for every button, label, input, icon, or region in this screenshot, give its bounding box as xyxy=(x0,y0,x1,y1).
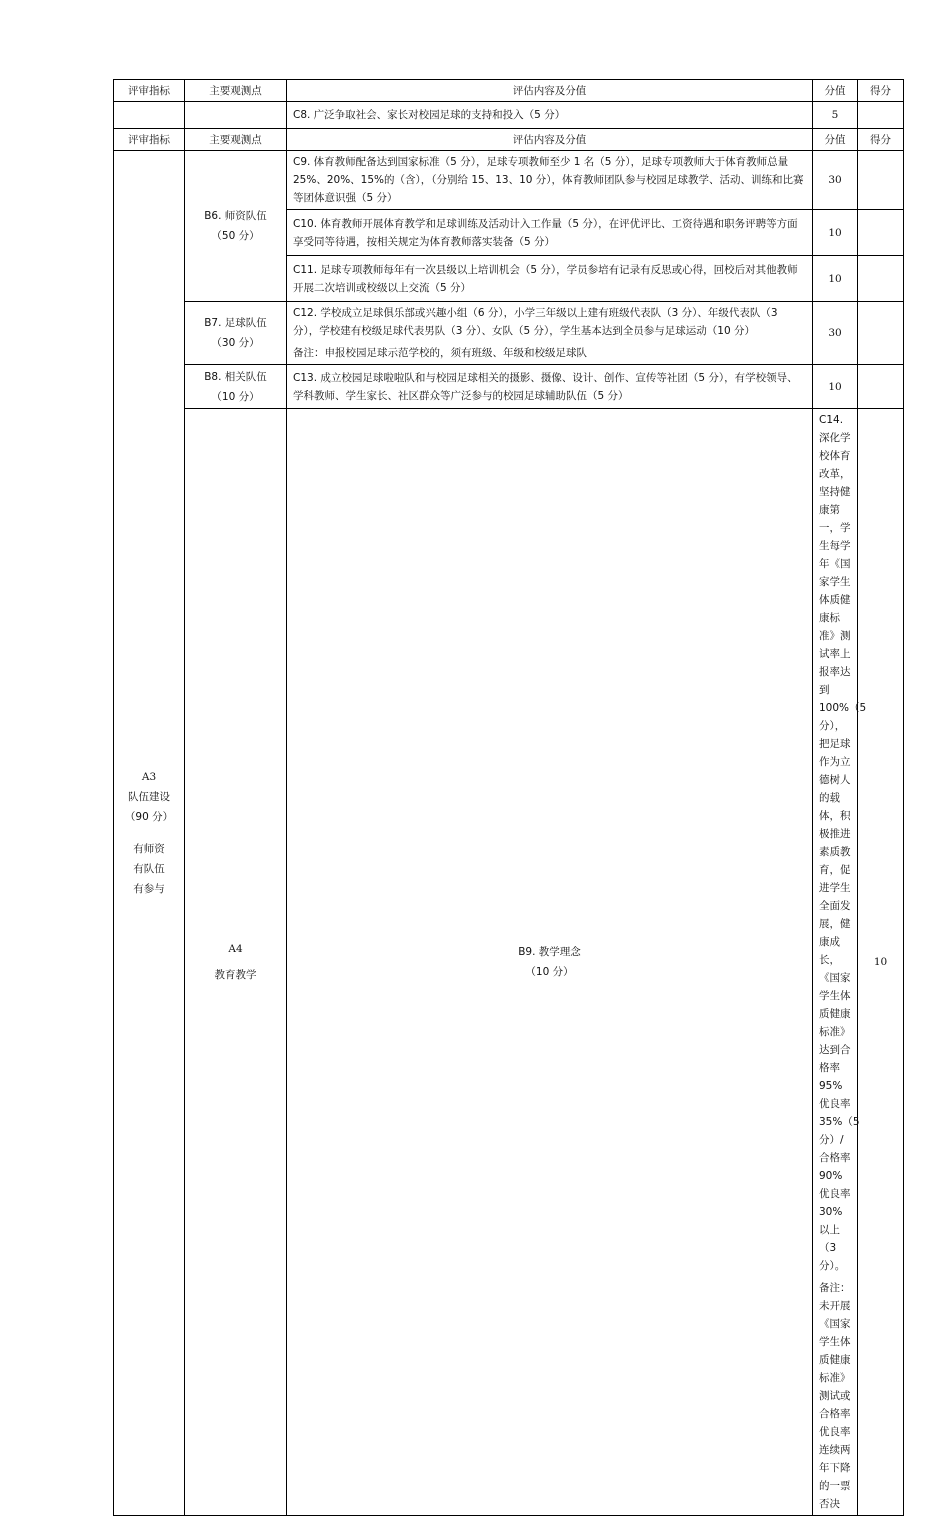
a4-code: A4 xyxy=(228,943,243,955)
c11-got xyxy=(858,256,904,302)
header-indicator: 评审指标 xyxy=(114,129,185,151)
c14-content: C14. 深化学校体育改革，坚持健康第一，学生每学年《国家学生体质健康标准》测试率上报率达到 100%（5 分），把足球作为立德树人的载体，积极推进素质教育，促进学生全面发展，健康成长，《国家学生体质健康标准》达到合格率 95%优良率 35%（5 分）/合格率 90%优良率 30%以上（3 分）。 xyxy=(819,414,867,1272)
b6-points: （50 分） xyxy=(211,230,260,242)
c10-got xyxy=(858,210,904,256)
header-content: 评估内容及分值 xyxy=(287,80,813,102)
c13-score: 10 xyxy=(813,365,858,409)
c14-note: 备注：未开展《国家学生体质健康标准》测试或合格率优良率连续两年下降的一票否决 xyxy=(819,1282,851,1510)
c12-cell xyxy=(287,302,813,365)
table-row-c13 xyxy=(114,365,904,409)
table-row-c8 xyxy=(114,102,904,129)
header-observation-point: 主要观测点 xyxy=(185,129,287,151)
b7-points: （30 分） xyxy=(211,337,260,349)
c10-content: C10. 体育教师开展体育教学和足球训练及活动计入工作量（5 分），在评优评比、工资待遇和职务评聘等方面享受同等待遇，按相关规定为体育教师落实装备（5 分） xyxy=(287,210,813,256)
observation-b7 xyxy=(185,302,287,365)
header-score-got: 得分 xyxy=(858,80,904,102)
table-row-c12 xyxy=(114,302,904,365)
b7-name: B7. 足球队伍 xyxy=(204,317,267,329)
b8-name: B8. 相关队伍 xyxy=(204,370,267,383)
table-row-c14 xyxy=(114,409,904,1516)
a3-tag-teams: 有队伍 xyxy=(133,863,165,875)
c10-score: 10 xyxy=(813,210,858,256)
table-row-c9 xyxy=(114,151,904,210)
header-row-repeat xyxy=(114,129,904,151)
c9-content: C9. 体育教师配备达到国家标准（5 分），足球专项教师至少 1 名（5 分），足球专项教师大于体育教师总量 25%、20%、15%的（含），（分别给 15、13、10 分），体育教师团队参与校园足球教学、活动、训练和比赛等团体意识强（5 分） xyxy=(287,151,813,210)
c8-content: C8. 广泛争取社会、家长对校园足球的支持和投入（5 分） xyxy=(287,102,813,129)
a3-tag-teachers: 有师资 xyxy=(133,843,165,855)
c13-content: C13. 成立校园足球啦啦队和与校园足球相关的摄影、摄像、设计、创作、宣传等社团（5 分），有学校领导、学科教师、学生家长、社区群众等广泛参与的校园足球辅助队伍（5 分） xyxy=(287,365,813,409)
c14-cell xyxy=(813,409,867,1516)
c9-got xyxy=(858,151,904,210)
b6-name: B6. 师资队伍 xyxy=(204,210,267,222)
c13-got xyxy=(858,365,904,409)
observation-b9 xyxy=(287,409,813,1516)
a3-points: （90 分） xyxy=(124,811,174,823)
indicator-cell-empty xyxy=(114,102,185,129)
c8-score: 5 xyxy=(813,102,858,129)
a3-name: 队伍建设 xyxy=(128,791,170,803)
c12-score: 30 xyxy=(813,302,858,365)
header-observation-point: 主要观测点 xyxy=(185,80,287,102)
c12-got xyxy=(858,302,904,365)
observation-cell-empty xyxy=(185,102,287,129)
header-score-got: 得分 xyxy=(858,129,904,151)
indicator-a4 xyxy=(185,409,287,1516)
b9-points: （10 分） xyxy=(525,966,574,978)
header-score-value: 分值 xyxy=(813,129,858,151)
b8-points: （10 分） xyxy=(211,390,260,403)
a3-tag-participation: 有参与 xyxy=(133,883,165,895)
observation-b8 xyxy=(185,365,287,409)
b9-name: B9. 教学理念 xyxy=(518,946,581,958)
a3-code: A3 xyxy=(141,771,157,783)
c12-note: 备注：申报校园足球示范学校的，须有班级、年级和校级足球队 xyxy=(293,347,587,359)
observation-b6 xyxy=(185,151,287,302)
c12-content: C12. 学校成立足球俱乐部或兴趣小组（6 分），小学三年级以上建有班级代表队（3 分）、年级代表队（3 分），学校建有校级足球代表男队（3 分）、女队（5 分），学生基本达到全员参与足球运动（10 分） xyxy=(293,307,778,337)
a4-name: 教育教学 xyxy=(214,969,257,981)
evaluation-table xyxy=(113,79,904,1516)
c8-got xyxy=(858,102,904,129)
c11-content: C11. 足球专项教师每年有一次县级以上培训机会（5 分），学员参培有记录有反思或心得，回校后对其他教师开展二次培训或校级以上交流（5 分） xyxy=(287,256,813,302)
header-content: 评估内容及分值 xyxy=(287,129,813,151)
c9-score: 30 xyxy=(813,151,858,210)
c14-score: 10 xyxy=(858,409,904,1516)
header-indicator: 评审指标 xyxy=(114,80,185,102)
c11-score: 10 xyxy=(813,256,858,302)
header-score-value: 分值 xyxy=(813,80,858,102)
header-row xyxy=(114,80,904,102)
indicator-a3 xyxy=(114,151,185,1516)
